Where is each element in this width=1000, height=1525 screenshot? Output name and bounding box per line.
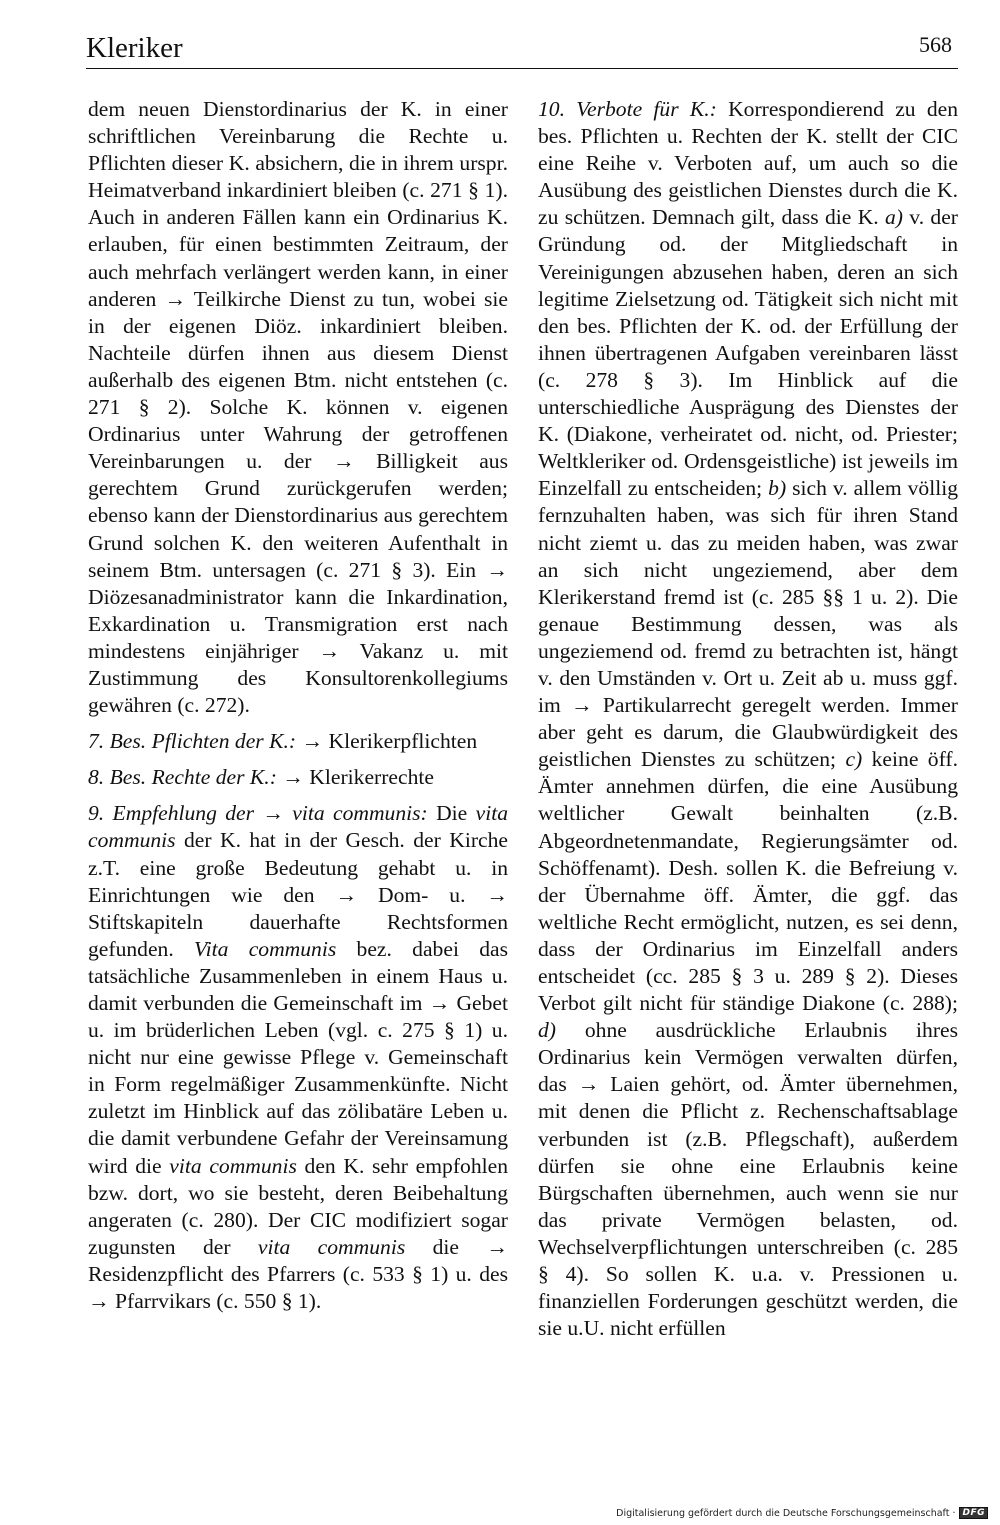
cross-reference: → Klerikerrechte — [276, 765, 434, 790]
text-run: ohne ausdrückliche Erlaubnis ihres Ordinarius kein Vermögen verwalten dürfen, das → Laien gehört, od. Ämter übernehmen, mit denen die Pflicht z. Rechenschaftsablage verbunden ist (z.B. Pflegschaft), außerdem dürfen sie ohne eine Erlaubnis keine Bürgschaften übernehmen, auch wenn sie nur das private Vermögen belasten, od. Wechselverpflichtungen unterschreiben (c. 285 § 4). So sollen K. u.a. v. Pressionen u. finanziellen Forderungen geschützt werden, die sie u.U. nicht erfüllen — [538, 1018, 958, 1341]
section-heading: 10. Verbote für K.: — [538, 97, 717, 121]
text-run: Korrespondierend zu den bes. Pflichten u. Rechten der K. stellt der CIC eine Reihe v. Verboten auf, um auch so die Ausübung des geistlichen Dienstes durch die K. zu schützen. Demnach gilt, dass die K. — [538, 97, 958, 230]
enumeration-marker: d) — [538, 1018, 556, 1043]
section-9 — [88, 800, 508, 1315]
text-run: die → Residenzpflicht des Pfarrers (c. 533 § 1) u. des → Pfarrvikars (c. 550 § 1). — [88, 1234, 508, 1314]
section-8 — [88, 764, 508, 791]
enumeration-marker: b) — [768, 476, 787, 501]
section-heading: 9. Empfehlung der → vita communis: — [88, 801, 428, 826]
enumeration-marker: a) — [885, 205, 903, 230]
cross-reference: → Klerikerpflichten — [296, 729, 478, 754]
paragraph-text: dem neuen Dienstordinarius der K. in einer schriftlichen Vereinbarung die Rechte u. Pflichten dieser K. absichern, die in ihrem urspr. Heimatverband inkardiniert bleiben (c. 271 § 1). Auch in anderen Fällen kann ein Ordinarius K. erlauben, für einen bestimmten Zeitraum, der auch mehrfach verlängert werden kann, in einer anderen → Teilkirche Dienst zu tun, wobei sie in der eigenen Diöz. inkardiniert bleiben. Nachteile dürfen ihnen aus diesem Dienst außerhalb des eigenen Btm. nicht entstehen (c. 271 § 2). Solche K. können v. eigenen Ordinarius unter Wahrung der getroffenen Vereinbarungen u. der → Billigkeit aus gerechtem Grund zurückgerufen werden; ebenso kann der Dienstordinarius aus gerechtem Grund solchen K. den weiteren Aufenthalt in seinem Btm. untersagen (c. 271 § 3). Ein → Diözesanadministrator kann die Inkardination, Exkardination u. Transmigration erst nach mindestens einjähriger → Vakanz u. mit Zustimmung des Konsultorenkollegiums gewähren (c. 272). — [88, 97, 508, 718]
digitization-footer — [616, 1507, 988, 1519]
dfg-logo: DFG — [959, 1507, 988, 1519]
footer-credit: Digitalisierung gefördert durch die Deutsche Forschungsgemeinschaft · — [616, 1507, 956, 1519]
right-column — [538, 96, 958, 1342]
text-run: den K. sehr empfohlen bzw. dort, wo sie besteht, deren Beibehaltung angeraten (c. 280). Der CIC modifiziert sogar zugunsten der — [88, 1153, 508, 1259]
section-heading: 8. Bes. Rechte der K.: — [88, 765, 277, 790]
left-column — [88, 96, 508, 1315]
section-7 — [88, 728, 508, 755]
text-run: bez. dabei das tatsächliche Zusammenleben in einem Haus u. damit verbunden die Gemeinschaft im → Gebet u. im brüderlichen Leben (vgl. c. 275 § 1) u. nicht nur eine gewisse Pflege v. Gemeinschaft in Form regelmäßiger Zusammenkünfte. Nicht zuletzt im Hinblick auf das zölibatäre Leben u. die damit verbundene Gefahr der Vereinsamung wird die — [88, 936, 508, 1178]
latin-term: vita communis — [257, 1234, 406, 1259]
text-run: der K. hat in der Gesch. der Kirche z.T. eine große Bedeutung gehabt u. in Einrichtungen wie den → Dom- u. → Stiftskapiteln dauerhafte Rechtsformen gefunden. — [88, 828, 508, 961]
page-number: 568 — [919, 32, 952, 57]
header-rule — [86, 68, 958, 69]
latin-term: vita communis — [88, 801, 508, 853]
running-head-title: Kleriker — [86, 32, 183, 64]
text-run: keine öff. Ämter annehmen dürfen, die eine Ausübung weltlicher Gewalt beinhalten (z.B. Abgeordnetenmandate, Regierungsämter od. Schöffenamt). Desh. sollen K. die Befreiung v. der Übernahme öff. Ämter, die ggf. das weltliche Recht ermöglicht, nutzen, es sei denn, dass der Ordinarius im Einzelfall anders entscheidet (cc. 285 § 3 u. 289 § 2). Dieses Verbot gilt nicht für ständige Diakone (c. 288); — [538, 747, 958, 1016]
section-10 — [538, 96, 958, 1342]
latin-term: vita communis — [169, 1153, 297, 1178]
latin-term: Vita communis — [194, 936, 337, 961]
text-run: Die — [427, 801, 476, 826]
section-heading: 7. Bes. Pflichten der K.: — [88, 729, 297, 754]
text-run: v. der Gründung od. der Mitgliedschaft in Vereinigungen abzusehen haben, deren an sich legitime Zielsetzung od. Tätigkeit sich nicht mit den bes. Pflichten der K. od. der Erfüllung der ihnen übertragenen Aufgaben vereinbaren lässt (c. 278 § 3). Im Hinblick auf die unterschiedliche Ausprägung des Dienstes der K. (Diakone, verheiratet od. nicht, od. Priester; Weltkleriker od. Ordensgeistliche) ist jeweils im Einzelfall zu entscheiden; — [538, 205, 958, 501]
text-run: sich v. allem völlig fernzuhalten haben, was sich für ihren Stand nicht ziemt u. das zu meiden haben, was zwar an sich nicht ungeziemend, aber dem Klerikerstand fremd ist (c. 285 §§ 1 u. 2). Die genaue Bestimmung dessen, was als ungeziemend od. fremd zu betrachten ist, hängt v. den Umständen v. Ort u. Zeit ab u. muss ggf. im → Partikularrecht geregelt werden. Immer aber geht es darum, die Glaubwürdigkeit des geistlichen Dienstes zu schützen; — [538, 476, 958, 772]
enumeration-marker: c) — [845, 747, 863, 772]
paragraph-continuation — [88, 96, 508, 719]
